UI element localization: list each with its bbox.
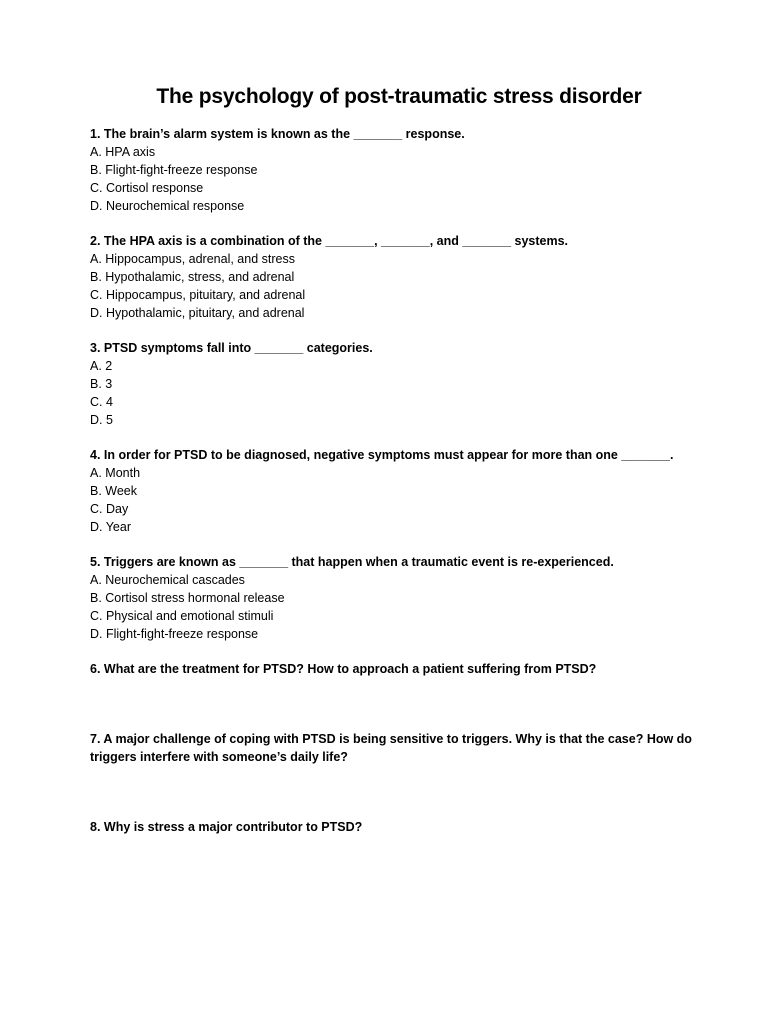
answer-option: C. 4: [90, 395, 113, 409]
answer-space: [90, 766, 698, 818]
answer-option: B. Hypothalamic, stress, and adrenal: [90, 270, 295, 284]
spacer: [90, 429, 698, 446]
question-text: 6. What are the treatment for PTSD? How to approach a patient suffering from PTSD?: [90, 662, 597, 676]
question-2: [90, 232, 698, 322]
question-1: [90, 125, 698, 215]
answer-option: B. Cortisol stress hormonal release: [90, 591, 285, 605]
question-text: 2. The HPA axis is a combination of the _______, _______, and _______ systems.: [90, 234, 569, 248]
answer-option: A. Neurochemical cascades: [90, 573, 245, 587]
answer-option: D. 5: [90, 413, 113, 427]
question-6: [90, 660, 698, 678]
answer-option: D. Year: [90, 520, 132, 534]
spacer: [90, 215, 698, 232]
question-text: 3. PTSD symptoms fall into _______ categories.: [90, 341, 373, 355]
spacer: [90, 643, 698, 660]
question-text: 4. In order for PTSD to be diagnosed, negative symptoms must appear for more than one _______.: [90, 448, 674, 462]
answer-option: D. Flight-fight-freeze response: [90, 627, 259, 641]
question-text: 7. A major challenge of coping with PTSD is being sensitive to triggers. Why is that the case? How do triggers interfere with someone’s daily life?: [90, 732, 692, 764]
answer-option: C. Day: [90, 502, 129, 516]
answer-option: C. Hippocampus, pituitary, and adrenal: [90, 288, 306, 302]
question-7: [90, 730, 698, 766]
answer-space: [90, 678, 698, 730]
question-8: [90, 818, 698, 836]
question-text: 1. The brain’s alarm system is known as the _______ response.: [90, 127, 465, 141]
page-title: The psychology of post-traumatic stress disorder: [156, 85, 642, 108]
spacer: [90, 536, 698, 553]
answer-option: A. Hippocampus, adrenal, and stress: [90, 252, 295, 266]
question-text: 8. Why is stress a major contributor to PTSD?: [90, 820, 363, 834]
question-5: [90, 553, 698, 643]
answer-option: B. Flight-fight-freeze response: [90, 163, 258, 177]
answer-option: C. Physical and emotional stimuli: [90, 609, 274, 623]
answer-option: B. 3: [90, 377, 113, 391]
answer-option: A. 2: [90, 359, 113, 373]
answer-option: A. HPA axis: [90, 145, 156, 159]
question-4: [90, 446, 698, 536]
question-text: 5. Triggers are known as _______ that happen when a traumatic event is re-experienced.: [90, 555, 614, 569]
answer-option: B. Week: [90, 484, 138, 498]
question-3: [90, 339, 698, 429]
answer-option: D. Neurochemical response: [90, 199, 245, 213]
answer-option: A. Month: [90, 466, 141, 480]
answer-option: C. Cortisol response: [90, 181, 204, 195]
answer-option: D. Hypothalamic, pituitary, and adrenal: [90, 306, 305, 320]
spacer: [90, 322, 698, 339]
